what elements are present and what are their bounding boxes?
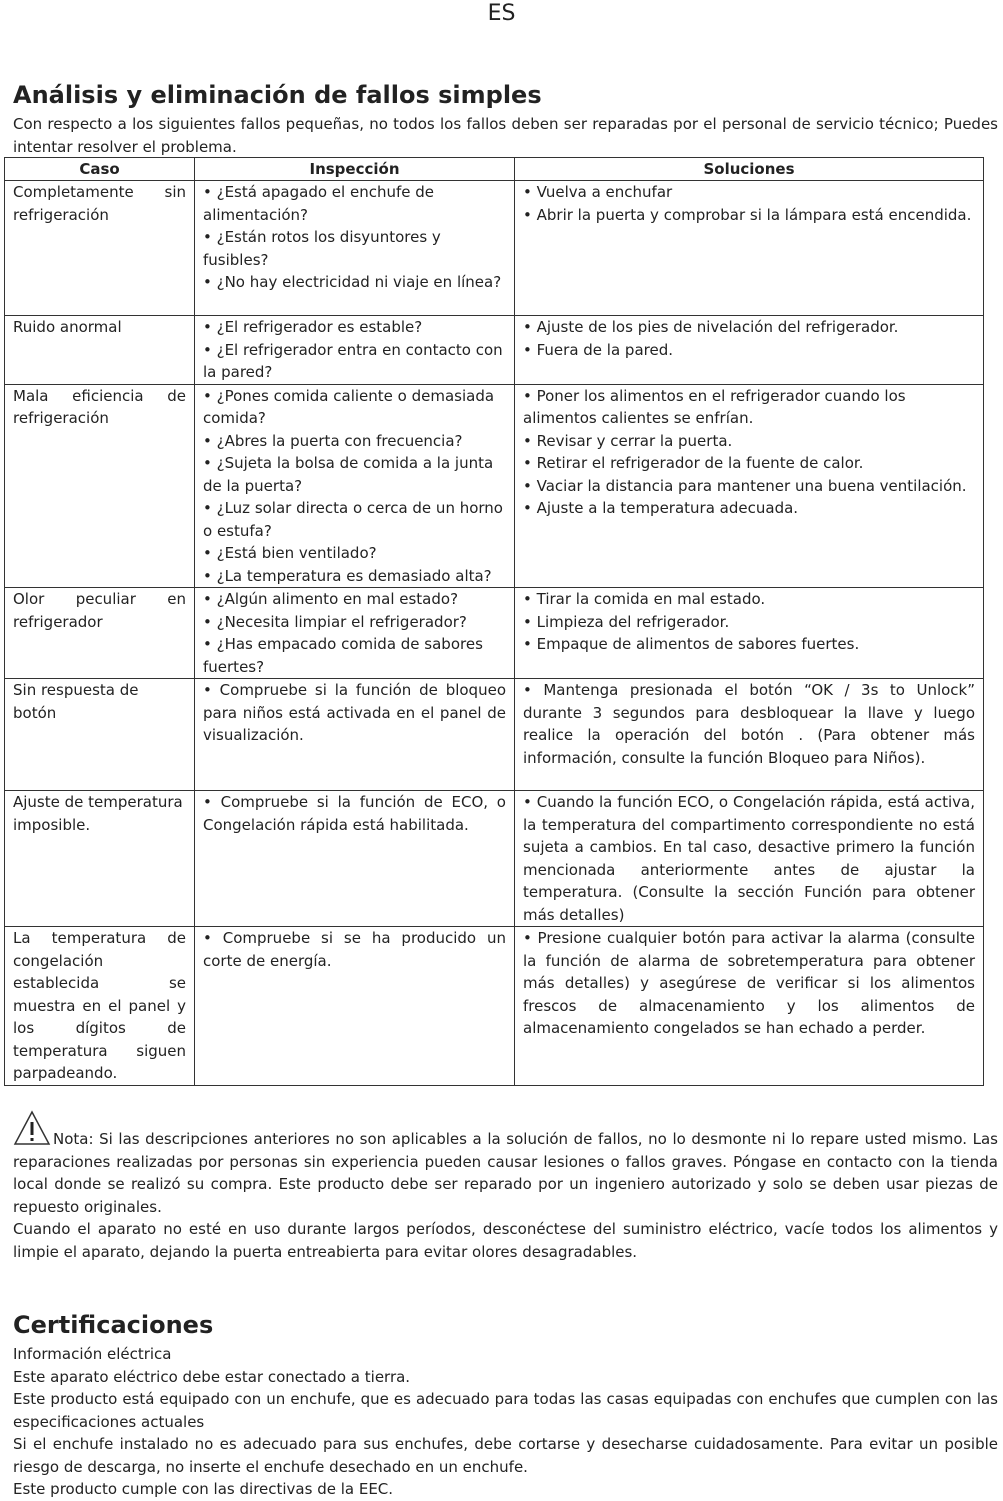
- solucion-item: • Abrir la puerta y comprobar si la lámpara está encendida.: [523, 205, 972, 224]
- cert-line: Este producto está equipado con un enchufe, que es adecuado para todas las casas equipadas con enchufes que cumplen con las especificaciones actuales: [13, 1390, 998, 1431]
- solucion-item: • Poner los alimentos en el refrigerador cuando los alimentos calientes se enfrían.: [523, 386, 906, 427]
- inspeccion-item: • Compruebe si la función de bloqueo para niños está activada en el panel de visualización.: [203, 681, 506, 744]
- inspeccion-cell: [195, 791, 515, 927]
- solucion-item: • Revisar y cerrar la puerta.: [523, 431, 733, 450]
- table-row: [5, 316, 984, 385]
- page-language-label: ES: [487, 1, 516, 26]
- solucion-item: • Cuando la función ECO, o Congelación rápida, está activa, la temperatura del compartimento correspondiente no está sujeta a cambios. En tal caso, desactive primero la función mencionada anteriormente antes de ajustar la temperatura. (Consulte la sección Función para obtener más detalles): [523, 793, 975, 924]
- inspeccion-cell: [195, 927, 515, 1086]
- inspeccion-item: • ¿El refrigerador es estable?: [203, 318, 423, 336]
- soluciones-cell: [515, 384, 984, 588]
- section-intro: [13, 113, 998, 158]
- inspeccion-item: • ¿Algún alimento en mal estado?: [203, 590, 459, 608]
- section-title-troubleshooting: Análisis y eliminación de fallos simples: [13, 81, 542, 109]
- inspeccion-cell: [195, 588, 515, 679]
- solucion-item: • Ajuste a la temperatura adecuada.: [523, 499, 799, 517]
- header-caso: Caso: [5, 158, 195, 181]
- soluciones-cell: [515, 927, 984, 1086]
- inspeccion-item: • ¿No hay electricidad ni viaje en línea?: [203, 273, 502, 291]
- solucion-item: • Mantenga presionada el botón “OK / 3s to Unlock” durante 3 segundos para desbloquear la llave y luego realice la operación del botón . (Para obtener más información, consulte la función Bloqueo para Niños).: [523, 681, 975, 767]
- solucion-item: • Limpieza del refrigerador.: [523, 612, 730, 631]
- inspeccion-cell: [195, 679, 515, 791]
- inspeccion-item: • ¿El refrigerador entra en contacto con la pared?: [203, 340, 503, 381]
- table-header-row: [5, 158, 984, 181]
- soluciones-cell: [515, 679, 984, 791]
- caso-cell: Ajuste de temperatura imposible.: [5, 791, 195, 927]
- solucion-item: • Vaciar la distancia para mantener una buena ventilación.: [523, 476, 967, 495]
- inspeccion-cell: [195, 181, 515, 316]
- inspeccion-item: • ¿La temperatura es demasiado alta?: [203, 566, 492, 585]
- header-soluciones: Soluciones: [515, 158, 984, 181]
- table-row: [5, 588, 984, 679]
- intro-text: Con respecto a los siguientes fallos pequeñas, no todos los fallos deben ser reparadas por el personal de servicio técnico; Puedes intentar resolver el problema.: [13, 115, 998, 156]
- storage-paragraph: [13, 1218, 998, 1263]
- inspeccion-item: • Compruebe si se ha producido un corte de energía.: [203, 929, 506, 970]
- certifications-body: [13, 1343, 998, 1501]
- cert-line: Si el enchufe instalado no es adecuado para sus enchufes, debe cortarse y desecharse cuidadosamente. Para evitar un posible riesgo de descarga, no inserte el enchufe desechado en un enchufe.: [13, 1435, 998, 1476]
- table-row: [5, 384, 984, 588]
- cert-line: Información eléctrica: [13, 1345, 172, 1363]
- soluciones-cell: [515, 588, 984, 679]
- solucion-item: • Fuera de la pared.: [523, 340, 673, 359]
- soluciones-cell: [515, 316, 984, 385]
- solucion-item: • Presione cualquier botón para activar la alarma (consulte la función de alarma de sobretemperatura para obtener más detalles) y asegúrese de verificar si los alimentos frescos de almacenamiento y los alimentos de almacenamiento congelados se han echado a perder.: [523, 929, 975, 1037]
- solucion-item: • Ajuste de los pies de nivelación del refrigerador.: [523, 318, 899, 336]
- inspeccion-cell: [195, 316, 515, 385]
- solucion-item: • Retirar el refrigerador de la fuente de calor.: [523, 454, 864, 472]
- inspeccion-cell: [195, 384, 515, 588]
- soluciones-cell: [515, 791, 984, 927]
- inspeccion-item: • ¿Están rotos los disyuntores y fusibles?: [203, 228, 441, 269]
- caso-cell: Sin respuesta de botón: [5, 679, 195, 791]
- caso-cell: La temperatura de congelación establecida se muestra en el panel y los dígitos de temperatura siguen parpadeando.: [5, 927, 195, 1086]
- section-title-certifications: Certificaciones: [13, 1311, 214, 1339]
- table-row: [5, 181, 984, 316]
- troubleshooting-table: [4, 157, 984, 1086]
- solucion-item: • Empaque de alimentos de sabores fuertes.: [523, 635, 860, 653]
- inspeccion-item: • ¿Está bien ventilado?: [203, 544, 377, 562]
- inspeccion-item: • ¿Pones comida caliente o demasiada comida?: [203, 386, 495, 427]
- caso-cell: Mala eficiencia de refrigeración: [5, 384, 195, 588]
- caso-cell: Completamente sin refrigeración: [5, 181, 195, 316]
- header-inspeccion: Inspección: [195, 158, 515, 181]
- note-paragraph: [13, 1128, 998, 1218]
- caso-cell: Olor peculiar en refrigerador: [5, 588, 195, 679]
- note-text: Nota: Si las descripciones anteriores no son aplicables a la solución de fallos, no lo desmonte ni lo repare usted mismo. Las reparaciones realizadas por personas sin experiencia pueden causar lesiones o fallos graves. Póngase en contacto con la tienda local donde se realizó su compra. Este producto debe ser reparado por un ingeniero autorizado y solo se deben usar piezas de repuesto originales.: [13, 1130, 998, 1216]
- inspeccion-item: • Compruebe si la función de ECO, o Congelación rápida está habilitada.: [203, 793, 506, 834]
- inspeccion-item: • ¿Necesita limpiar el refrigerador?: [203, 612, 467, 631]
- solucion-item: • Vuelva a enchufar: [523, 183, 673, 201]
- storage-text: Cuando el aparato no esté en uso durante largos períodos, desconéctese del suministro eléctrico, vacíe todos los alimentos y limpie el aparato, dejando la puerta entreabierta para evitar olores desagradables.: [13, 1220, 998, 1261]
- table-row: [5, 927, 984, 1086]
- caso-cell: Ruido anormal: [5, 316, 195, 385]
- inspeccion-item: • ¿Has empacado comida de sabores fuertes?: [203, 635, 483, 676]
- cert-line: Este producto cumple con las directivas de la EEC.: [13, 1480, 394, 1498]
- table-row: [5, 679, 984, 791]
- cert-line: Este aparato eléctrico debe estar conectado a tierra.: [13, 1367, 411, 1386]
- inspeccion-item: • ¿Está apagado el enchufe de alimentación?: [203, 183, 434, 224]
- solucion-item: • Tirar la comida en mal estado.: [523, 590, 766, 608]
- inspeccion-item: • ¿Abres la puerta con frecuencia?: [203, 431, 463, 450]
- inspeccion-item: • ¿Luz solar directa o cerca de un horno o estufa?: [203, 499, 503, 540]
- inspeccion-item: • ¿Sujeta la bolsa de comida a la junta de la puerta?: [203, 454, 494, 495]
- soluciones-cell: [515, 181, 984, 316]
- table-row: [5, 791, 984, 927]
